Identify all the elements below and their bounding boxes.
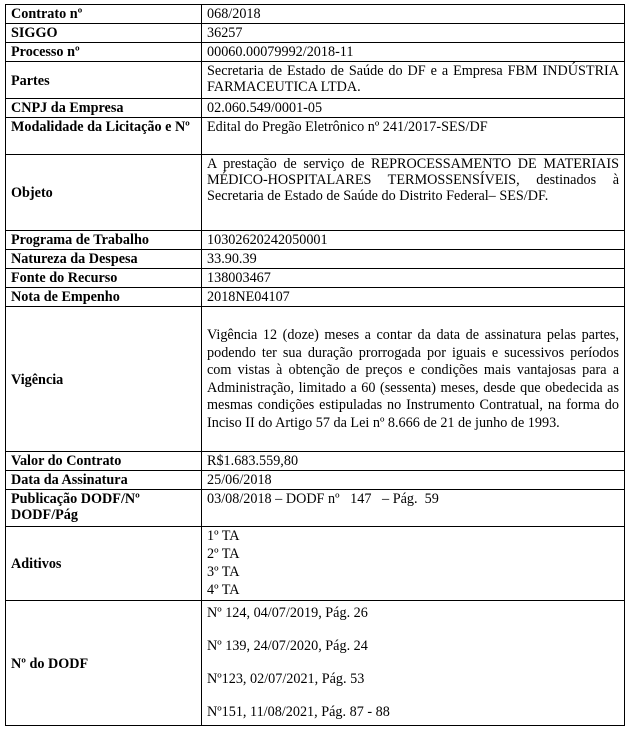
value-partes: Secretaria de Estado de Saúde do DF e a Empresa FBM INDÚSTRIA FARMACEUTICA LTDA. bbox=[202, 62, 625, 99]
value-dodf bbox=[202, 601, 625, 726]
row-partes bbox=[6, 62, 625, 99]
label-modalidade: Modalidade da Licitação e Nº bbox=[6, 118, 202, 155]
row-siggo bbox=[6, 24, 625, 43]
value-objeto: A prestação de serviço de REPROCESSAMENTO DE MATERIAIS MÉDICO-HOSPITALARES TERMOSSENSÍVEIS, destinados à Secretaria de Estado de Saúde do Distrito Federal– SES/DF. bbox=[202, 155, 625, 231]
row-objeto bbox=[6, 155, 625, 231]
row-natureza bbox=[6, 250, 625, 269]
dodf-item: Nº 139, 24/07/2020, Pág. 24 bbox=[207, 638, 368, 654]
dodf-item: Nº 124, 04/07/2019, Pág. 26 bbox=[207, 605, 368, 621]
value-vigencia: Vigência 12 (doze) meses a contar da data de assinatura pelas partes, podendo ter sua duração prorrogada por iguais e sucessivos períodos com vistas à obtenção de preços e condições mais vantajosas para a Administração, limitado a 60 (sessenta) meses, desde que obedecida as mesmas condições estipuladas no Instrumento Contratual, na forma do Inciso II do Artigo 57 da Lei nº 8.666 de 21 de junho de 1993. bbox=[202, 307, 625, 452]
label-empenho: Nota de Empenho bbox=[6, 288, 202, 307]
aditivo-item: 2º TA bbox=[207, 546, 240, 562]
label-valor: Valor do Contrato bbox=[6, 452, 202, 471]
label-partes: Partes bbox=[6, 62, 202, 99]
row-assinatura bbox=[6, 471, 625, 490]
value-aditivos bbox=[202, 527, 625, 601]
label-vigencia: Vigência bbox=[6, 307, 202, 452]
value-fonte: 138003467 bbox=[202, 269, 625, 288]
contract-summary-table bbox=[5, 4, 625, 726]
row-modalidade bbox=[6, 118, 625, 155]
row-dodf bbox=[6, 601, 625, 726]
dodf-item: Nº123, 02/07/2021, Pág. 53 bbox=[207, 671, 365, 687]
value-natureza: 33.90.39 bbox=[202, 250, 625, 269]
label-programa: Programa de Trabalho bbox=[6, 231, 202, 250]
value-modalidade: Edital do Pregão Eletrônico nº 241/2017-SES/DF bbox=[202, 118, 625, 155]
label-cnpj: CNPJ da Empresa bbox=[6, 99, 202, 118]
value-processo: 00060.00079992/2018-11 bbox=[202, 43, 625, 62]
value-valor: R$1.683.559,80 bbox=[202, 452, 625, 471]
row-programa bbox=[6, 231, 625, 250]
aditivo-item: 1º TA bbox=[207, 528, 240, 544]
row-cnpj bbox=[6, 99, 625, 118]
label-processo: Processo nº bbox=[6, 43, 202, 62]
value-siggo: 36257 bbox=[202, 24, 625, 43]
dodf-item: Nº151, 11/08/2021, Pág. 87 - 88 bbox=[207, 704, 390, 720]
row-aditivos bbox=[6, 527, 625, 601]
value-programa: 10302620242050001 bbox=[202, 231, 625, 250]
label-publicacao: Publicação DODF/Nº DODF/Pág bbox=[6, 490, 202, 527]
label-aditivos: Aditivos bbox=[6, 527, 202, 601]
row-publicacao bbox=[6, 490, 625, 527]
row-contrato bbox=[6, 5, 625, 24]
aditivo-item: 3º TA bbox=[207, 564, 240, 580]
label-contrato: Contrato nº bbox=[6, 5, 202, 24]
value-assinatura: 25/06/2018 bbox=[202, 471, 625, 490]
label-assinatura: Data da Assinatura bbox=[6, 471, 202, 490]
row-vigencia bbox=[6, 307, 625, 452]
label-siggo: SIGGO bbox=[6, 24, 202, 43]
row-empenho bbox=[6, 288, 625, 307]
row-fonte bbox=[6, 269, 625, 288]
label-dodf: Nº do DODF bbox=[6, 601, 202, 726]
value-empenho: 2018NE04107 bbox=[202, 288, 625, 307]
row-processo bbox=[6, 43, 625, 62]
value-contrato: 068/2018 bbox=[202, 5, 625, 24]
value-cnpj: 02.060.549/0001-05 bbox=[202, 99, 625, 118]
label-fonte: Fonte do Recurso bbox=[6, 269, 202, 288]
row-valor bbox=[6, 452, 625, 471]
aditivo-item: 4º TA bbox=[207, 582, 240, 598]
label-natureza: Natureza da Despesa bbox=[6, 250, 202, 269]
label-objeto: Objeto bbox=[6, 155, 202, 231]
value-publicacao: 03/08/2018 – DODF nº 147 – Pág. 59 bbox=[202, 490, 625, 527]
